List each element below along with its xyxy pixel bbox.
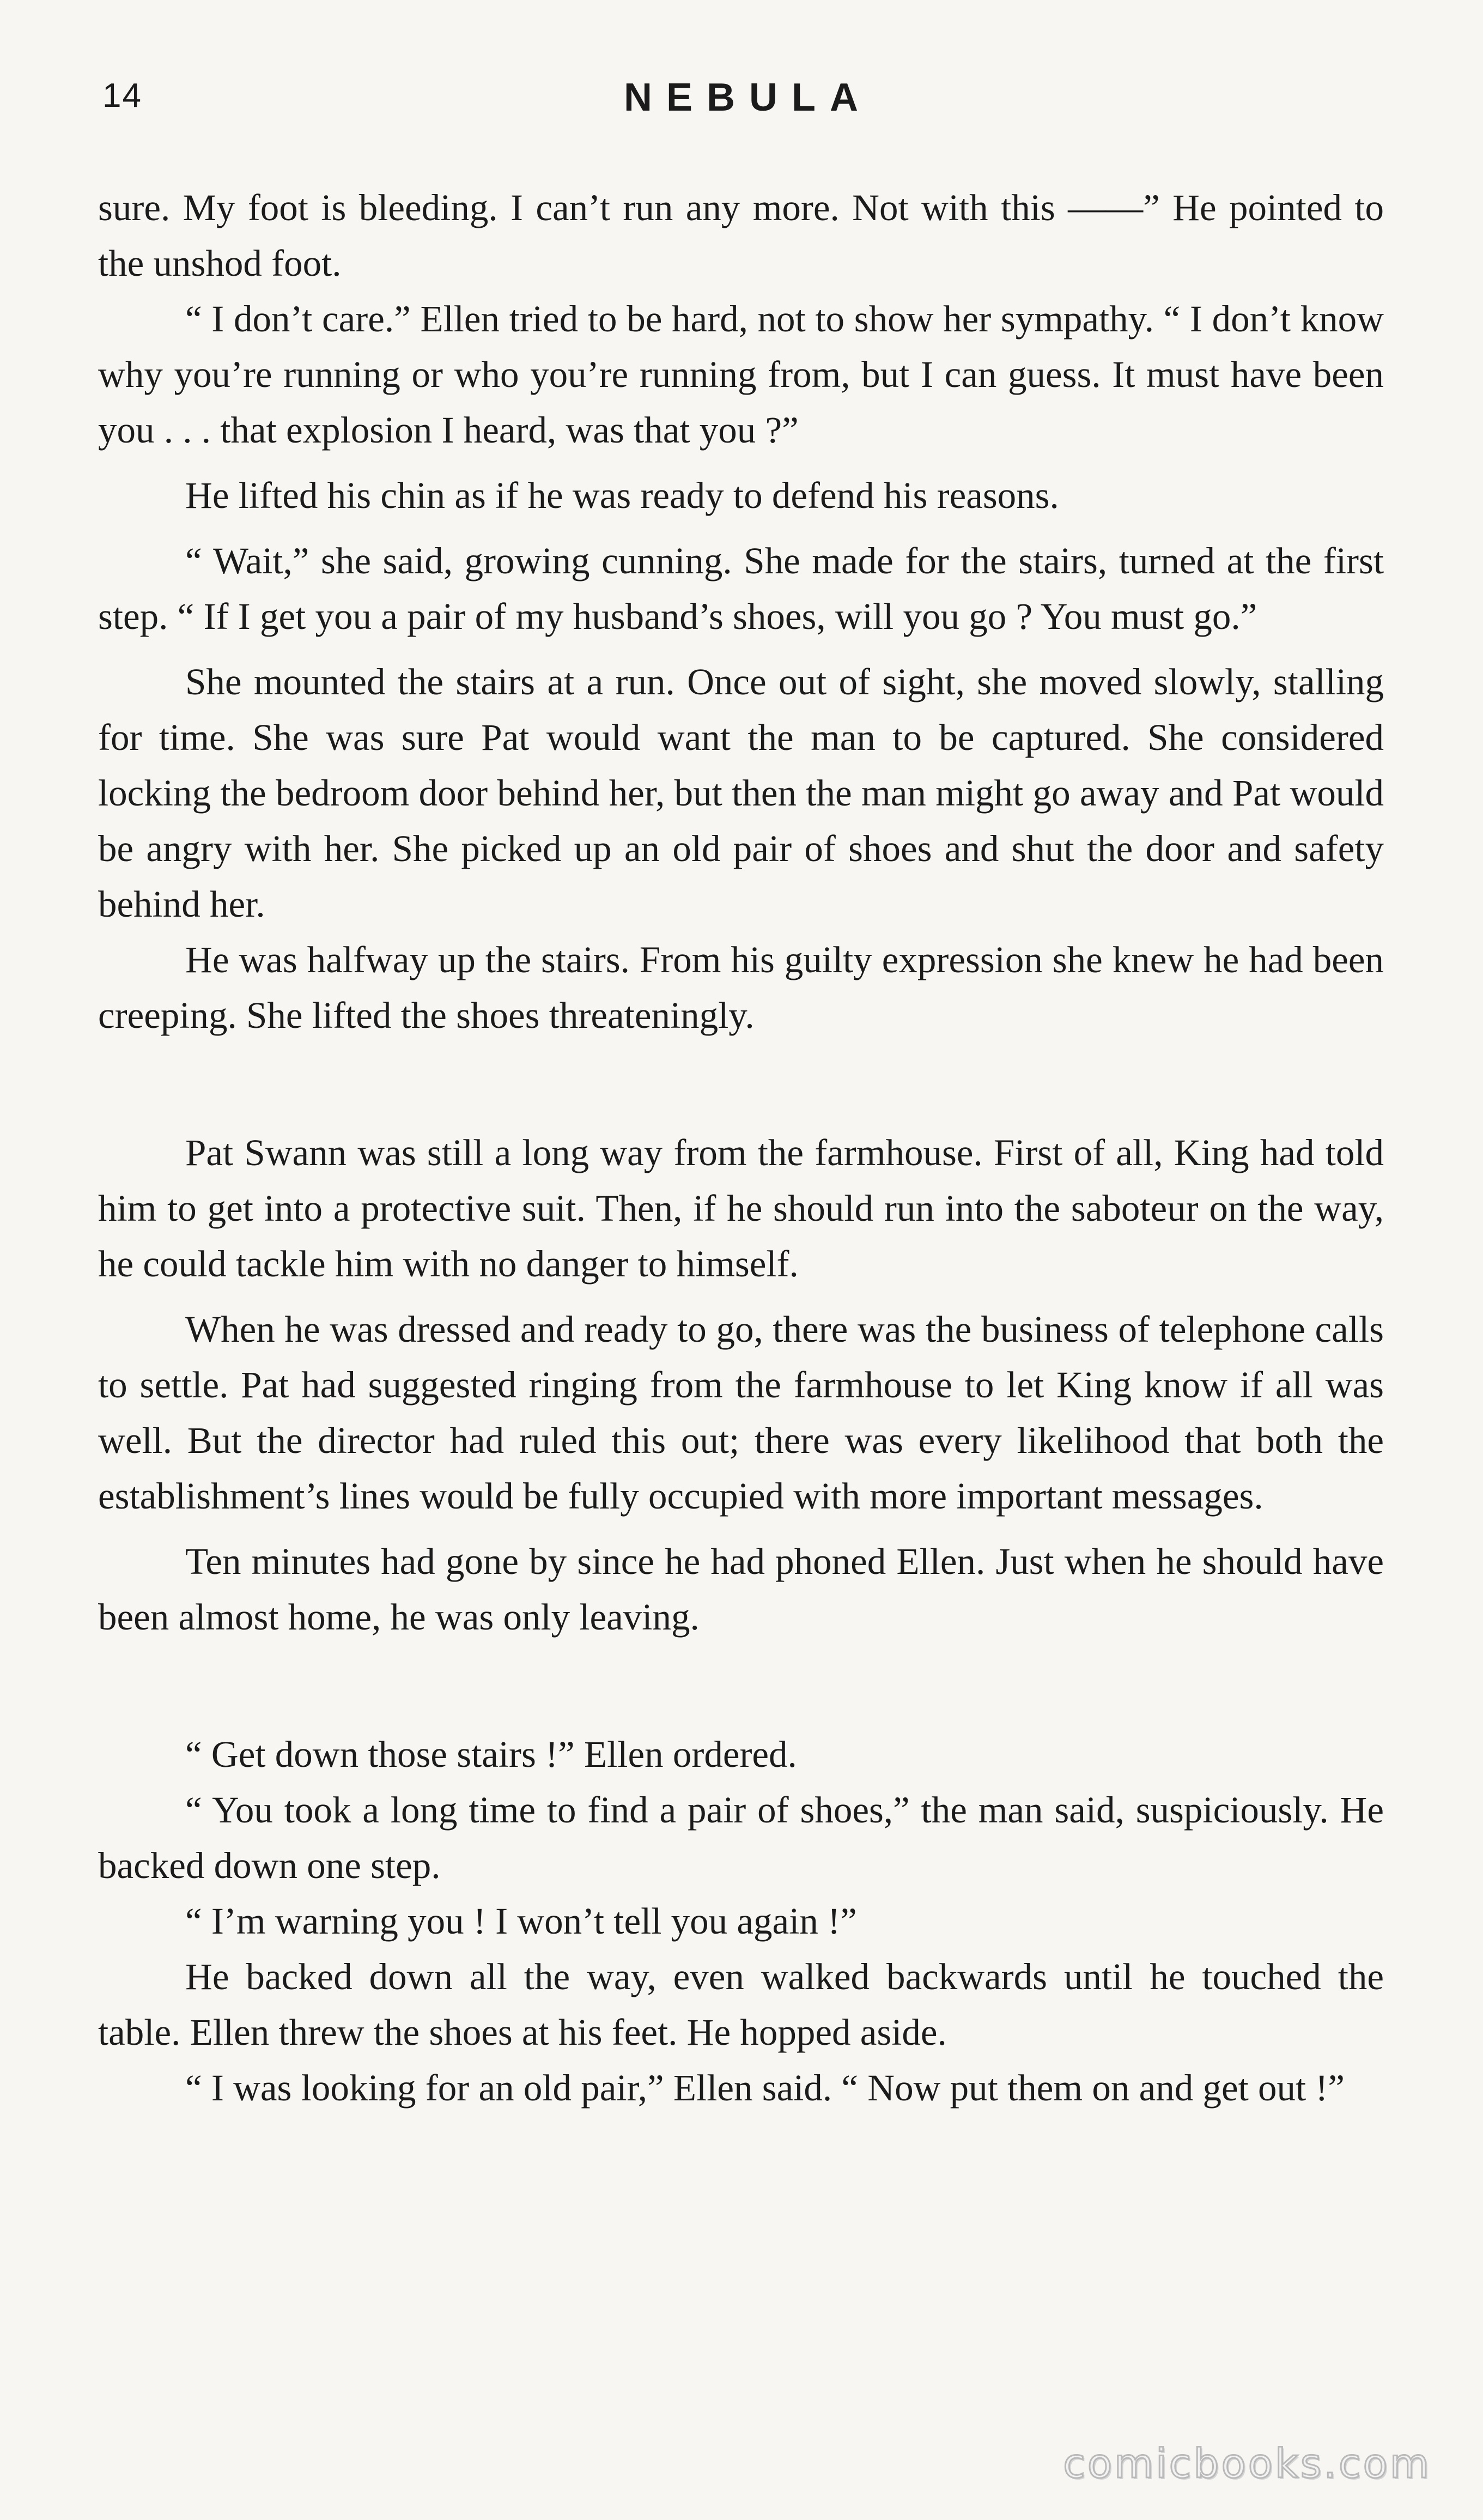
- section-two: [98, 1125, 1384, 1645]
- header-title: NEBULA: [624, 76, 872, 119]
- paragraph: He was halfway up the stairs. From his guilty expression she knew he had been creeping. She lifted the shoes threateningly.: [98, 939, 1384, 1036]
- paragraph: He backed down all the way, even walked backwards until he touched the table. Ellen threw the shoes at his feet. He hopped aside.: [98, 1956, 1384, 2053]
- book-page: [98, 71, 1384, 2447]
- paragraph: He lifted his chin as if he was ready to defend his reasons.: [185, 475, 1059, 516]
- paragraph: “ I was looking for an old pair,” Ellen said. “ Now put them on and get out !”: [185, 2067, 1345, 2109]
- paragraph: “ You took a long time to find a pair of shoes,” the man said, suspiciously. He backed down one step.: [98, 1789, 1384, 1886]
- section-one: [98, 180, 1384, 1043]
- paragraph: “ Wait,” she said, growing cunning. She made for the stairs, turned at the first step. “ If I get you a pair of my husband’s shoes, will you go ? You must go.”: [98, 540, 1384, 637]
- paragraph: “ Get down those stairs !” Ellen ordered.: [185, 1734, 797, 1775]
- page-number: 14: [102, 77, 142, 114]
- section-break: [98, 1043, 1384, 1125]
- paragraph: “ I’m warning you ! I won’t tell you again !”: [185, 1900, 857, 1942]
- section-three: [98, 1727, 1384, 2116]
- paragraph: Ten minutes had gone by since he had phoned Ellen. Just when he should have been almost home, he was only leaving.: [98, 1541, 1384, 1638]
- paragraph: When he was dressed and ready to go, there was the business of telephone calls to settle. Pat had suggested ringing from the farmhouse to let King know if all was well. But the director had ruled this out; there was every likelihood that both the establishment’s lines would be fully occupied with more important messages.: [98, 1309, 1384, 1517]
- running-head: [98, 71, 1384, 131]
- paragraph: “ I don’t care.” Ellen tried to be hard, not to show her sympathy. “ I don’t know why you’re running or who you’re running from, but I can guess. It must have been you . . . that explosion I heard, was that you ?”: [98, 298, 1384, 451]
- paragraph: sure. My foot is bleeding. I can’t run any more. Not with this ——” He pointed to the unshod foot.: [98, 187, 1384, 284]
- body-text: [98, 180, 1384, 2116]
- paragraph: She mounted the stairs at a run. Once out of sight, she moved slowly, stalling for time. She was sure Pat would want the man to be captured. She considered locking the bedroom door behind her, but then the man might go away and Pat would be angry with her. She picked up an old pair of shoes and shut the door and safety behind her.: [98, 661, 1384, 925]
- watermark: comicbooks.com: [1063, 2440, 1431, 2487]
- section-break: [98, 1645, 1384, 1727]
- paragraph: Pat Swann was still a long way from the farmhouse. First of all, King had told him to get into a protective suit. Then, if he should run into the saboteur on the way, he could tackle him with no danger to himself.: [98, 1132, 1384, 1285]
